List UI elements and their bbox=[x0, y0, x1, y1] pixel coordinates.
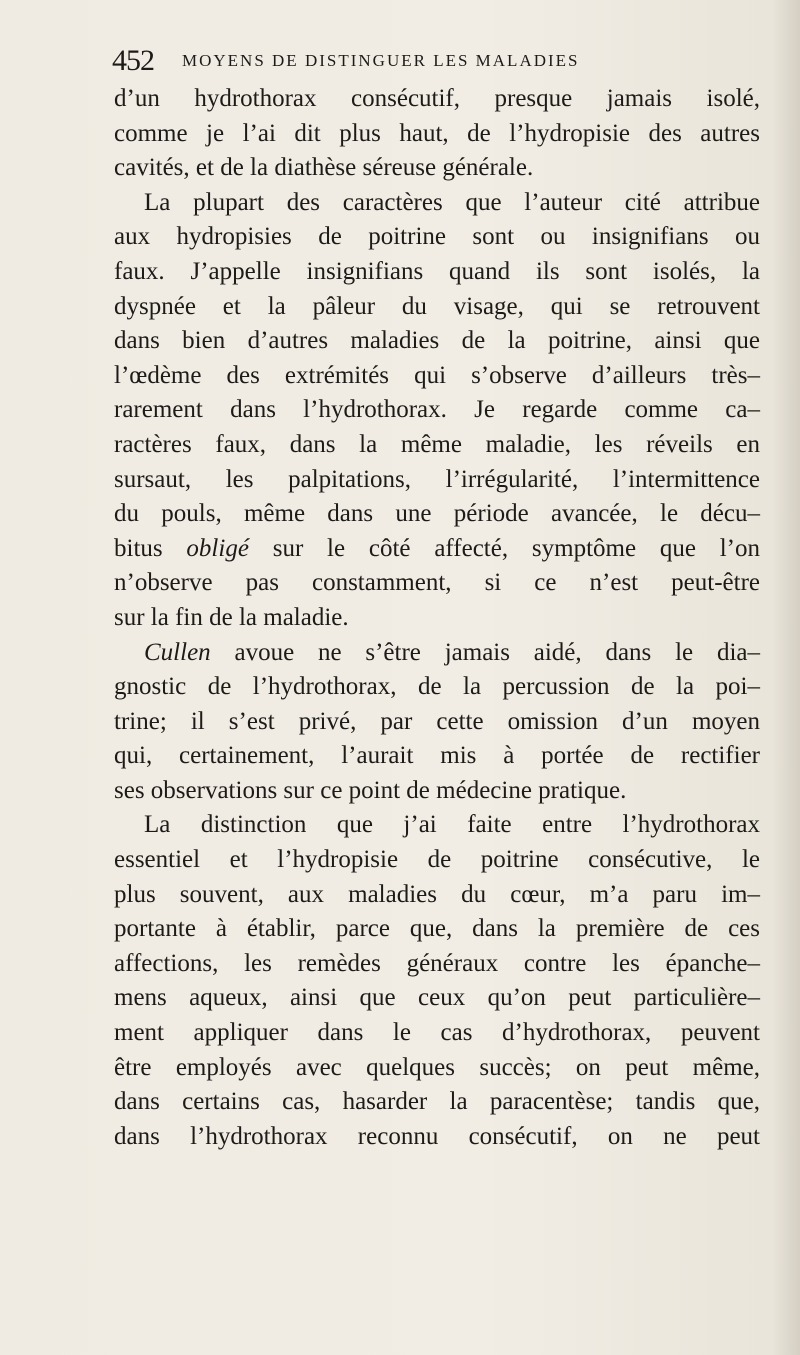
line-text-before: bitus bbox=[114, 534, 187, 562]
text-line: ses observations sur ce point de médecine pratique. bbox=[114, 776, 627, 804]
italic-name: Cullen bbox=[144, 638, 211, 666]
page-number: 452 bbox=[112, 44, 154, 77]
text-line: du pouls, même dans une période avancée, le décu– bbox=[114, 500, 760, 528]
text-line: cavités, et de la diathèse séreuse générale. bbox=[114, 154, 534, 182]
text-line: dans bien d’autres maladies de la poitrine, ainsi que bbox=[114, 327, 760, 355]
text-line: aux hydropisies de poitrine sont ou insignifians ou bbox=[114, 223, 760, 251]
page-edge-shadow bbox=[772, 0, 800, 1355]
text-line: ractères faux, dans la même maladie, les réveils en bbox=[114, 430, 760, 458]
body-text bbox=[114, 82, 760, 1154]
text-line: La distinction que j’ai faite entre l’hydrothorax bbox=[144, 811, 760, 839]
italic-word: obligé bbox=[186, 534, 249, 562]
line-text-after: sur le côté affecté, symptôme que l’on bbox=[248, 534, 761, 562]
text-line: dyspnée et la pâleur du visage, qui se retrouvent bbox=[114, 292, 760, 320]
text-line: d’un hydrothorax consécutif, presque jamais isolé, bbox=[114, 85, 760, 112]
text-line: être employés avec quelques succès; on peut même, bbox=[114, 1053, 760, 1081]
text-line: ment appliquer dans le cas d’hydrothorax, peuvent bbox=[114, 1019, 760, 1047]
text-line: sur la fin de la maladie. bbox=[114, 603, 349, 631]
text-line: l’œdème des extrémités qui s’observe d’ailleurs très– bbox=[114, 361, 760, 389]
text-line: affections, les remèdes généraux contre les épanche– bbox=[114, 949, 760, 977]
text-line: portante à établir, parce que, dans la première de ces bbox=[114, 915, 760, 943]
page-header bbox=[112, 44, 752, 84]
text-line: comme je l’ai dit plus haut, de l’hydropisie des autres bbox=[114, 119, 760, 147]
text-line: plus souvent, aux maladies du cœur, m’a paru im– bbox=[114, 880, 760, 908]
line-text-after: avoue ne s’être jamais aidé, dans le dia– bbox=[210, 638, 760, 666]
text-line: qui, certainement, l’aurait mis à portée de rectifier bbox=[114, 742, 760, 770]
text-line: La plupart des caractères que l’auteur cité attribue bbox=[144, 188, 760, 216]
text-line-with-italic bbox=[114, 532, 760, 567]
running-head: MOYENS DE DISTINGUER LES MALADIES bbox=[182, 51, 580, 70]
text-line: n’observe pas constamment, si ce n’est peut-être bbox=[114, 569, 760, 597]
text-line: faux. J’appelle insignifians quand ils sont isolés, la bbox=[114, 257, 760, 285]
text-line-with-italic bbox=[114, 636, 760, 671]
text-line: mens aqueux, ainsi que ceux qu’on peut particulière– bbox=[114, 984, 760, 1012]
text-line: dans l’hydrothorax reconnu consécutif, on ne peut bbox=[114, 1122, 760, 1150]
text-line: essentiel et l’hydropisie de poitrine consécutive, le bbox=[114, 846, 760, 874]
text-line: sursaut, les palpitations, l’irrégularité, l’intermittence bbox=[114, 465, 760, 493]
text-line: gnostic de l’hydrothorax, de la percussion de la poi– bbox=[114, 673, 760, 701]
text-line: trine; il s’est privé, par cette omission d’un moyen bbox=[114, 707, 760, 735]
text-line: rarement dans l’hydrothorax. Je regarde comme ca– bbox=[114, 396, 760, 424]
text-line: dans certains cas, hasarder la paracentèse; tandis que, bbox=[114, 1088, 760, 1116]
